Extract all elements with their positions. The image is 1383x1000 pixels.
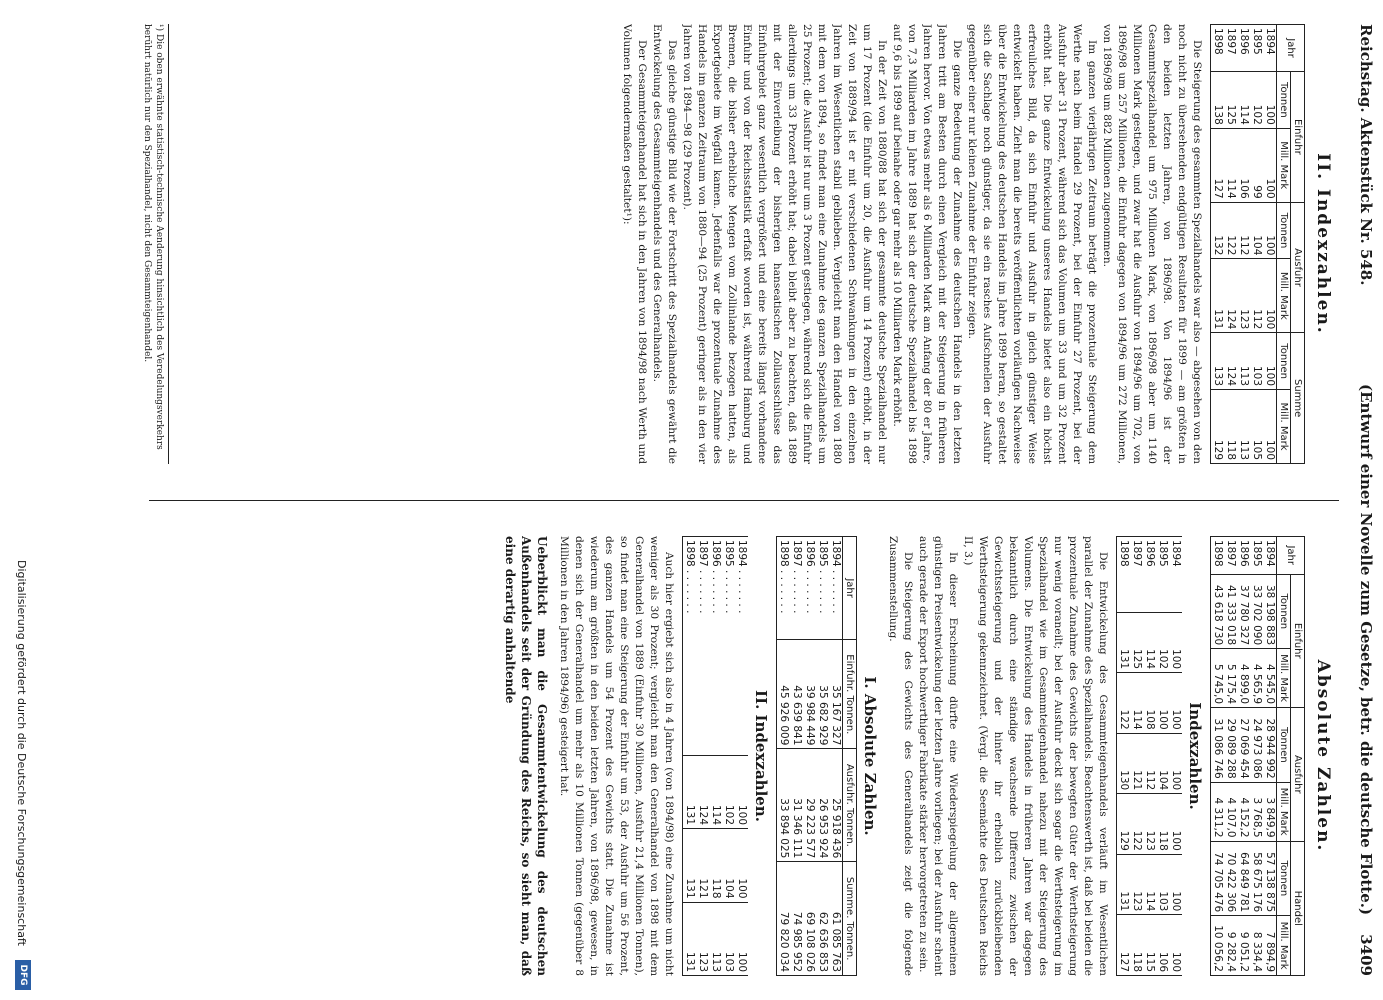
table-cell: 123 — [1237, 259, 1250, 333]
digitization-credit: Digitalisierung gefördert durch die Deutsche Forschungsgemeinschaft — [15, 560, 28, 946]
table-cell: 100 — [1263, 390, 1277, 464]
table-cell: 121 — [696, 829, 709, 902]
table-cell: 100 — [1169, 854, 1182, 915]
table-cell: 131 — [683, 755, 697, 828]
table-cell: 114 — [1143, 612, 1156, 673]
table-cell: 124 — [1224, 333, 1237, 390]
table-cell: 4 311,2 — [1211, 782, 1225, 841]
table-cell: 102 — [1156, 612, 1169, 673]
table-row — [1263, 25, 1277, 464]
table-cell: 105 — [1250, 390, 1263, 464]
table-cell: 1898 . . . . . . . — [777, 537, 791, 640]
table-cell: 45 926 009 — [777, 640, 791, 749]
table-cell: 118 — [709, 829, 722, 902]
summary-text: Ueberblickt man die Gesammtentwickelung des deutschen Außenhandels seit der Gründung des Reichs, so sieht man, daß eine derartig anhaltende — [503, 536, 549, 976]
table-cell: 31 086 746 — [1211, 708, 1225, 783]
table-row — [1224, 537, 1237, 976]
table-cell: 118 — [1156, 794, 1169, 855]
table-cell: 125 — [1130, 612, 1143, 673]
table-cell: 1896 — [1237, 537, 1250, 575]
column-header: Ausfuhr. Tonnen. — [843, 749, 857, 862]
closing-paragraph: Auch hier ergiebt sich also in 4 Jahren (von 1894/98) eine Zunahme um nicht weniger als 30 Prozent; vergleicht man den Generalhandel von 1898 mit dem Generalhandel von 1889 (Einfuhr 30 Millionen, Ausfuhr 21,4 Millionen Tonnen), so findet man eine Steigerung der Einfuhr um 53, der Ausfuhr um 56 Prozent, des ganzen Handels um 54 Prozent des Gewichts statt. Die Zunahme ist wiederum am größten in den beiden letzten Jahren, von 1896/98, gewesen, in denen sich der Generalhandel um mehr als 10 Millionen Tonnen (gegenüber 8 Millionen in den Jahren 1894/96) gesteigert hat. — [558, 536, 675, 976]
table-cell: 1897 . . . . . . . — [696, 537, 709, 756]
year-header: Jahr — [1277, 537, 1305, 575]
general-index-title: II. Indexzahlen. — [752, 690, 770, 822]
table-cell: 102 — [1250, 72, 1263, 129]
table-cell: 125 — [1224, 72, 1237, 129]
table-cell: 1896 — [1237, 25, 1250, 72]
table-cell: 100 — [1263, 128, 1277, 202]
table-cell: 123 — [1130, 854, 1143, 915]
table-cell: 3 849,9 — [1263, 782, 1277, 841]
table-cell: 123 — [696, 902, 709, 976]
table-cell: 118 — [1224, 390, 1237, 464]
table-cell: 113 — [709, 902, 722, 976]
table-cell: 100 — [1169, 612, 1182, 673]
footnote: ¹) Die oben erwähnte statistisch-technische Aenderung hinsichtlich des Veredelungsverkehrs berührt natürlich nur den Spezialhandel, nicht den Gesammteigenhandel. — [141, 24, 169, 464]
table-cell: 4 899,0 — [1237, 649, 1250, 708]
group-header: Handel — [1291, 841, 1305, 975]
table-cell: 29 089 288 — [1224, 708, 1237, 783]
table-cell: 100 — [735, 755, 748, 828]
header-left: Reichstag. Aktenstück Nr. 548. — [1357, 24, 1375, 286]
table-cell: 31 346 111 — [790, 749, 803, 862]
table-cell: 5 175,4 — [1224, 649, 1237, 708]
table-cell: 79 820 034 — [777, 862, 791, 976]
table-cell: 114 — [709, 755, 722, 828]
paragraph: Im ganzen vierjährigen Zeitraum beträgt die prozentuale Steigerung dem Werthe nach beim Handel 29 Prozent, bei der Einfuhr 27 Prozent, bei der Ausfuhr aber 31 Prozent, während sich das Volumen um 33 und um 32 Prozent erhöht hat. Die ganze Entwickelung unseres Handels bietet also ein höchst erfreuliches Bild, da sich Einfuhr und Ausfuhr in gleich günstiger Weise entwickelt haben. Zieht man die bereits veröffentlichten vorläufigen Nachweise über die Entwickelung des deutschen Handels im Jahre 1899 heran, so gestaltet sich die Sachlage noch günstiger, da sie ein rasches Aufschnellen der Ausfuhr gegenüber einer nur kleinen Zunahme der Einfuhr zeigen. — [966, 24, 1098, 464]
sub-header: Tonnen — [1277, 708, 1291, 783]
table-row — [1250, 25, 1263, 464]
table-cell: 29 223 577 — [803, 749, 816, 862]
table-cell: 27 069 454 — [1237, 708, 1250, 783]
group-header: Ausfuhr — [1291, 202, 1305, 333]
table-cell: 100 — [1169, 915, 1182, 976]
sub-header: Tonnen — [1277, 841, 1291, 916]
table-cell: 100 — [1156, 673, 1169, 734]
table-cell: 113 — [1237, 390, 1250, 464]
right-column — [179, 536, 1339, 976]
sub-header: Mill. Mark — [1277, 916, 1291, 976]
table-row — [816, 537, 829, 976]
table-row — [1117, 537, 1131, 976]
page-number: 3409 — [1357, 934, 1375, 976]
table-cell: 9 051,2 — [1237, 916, 1250, 976]
table-cell: 1897 . . . . . . . — [790, 537, 803, 640]
table-cell: 124 — [1224, 259, 1237, 333]
table-row — [1143, 537, 1156, 976]
sub-header: Tonnen — [1277, 202, 1291, 259]
column-header: Summe. Tonnen. — [843, 862, 857, 976]
table-cell: 131 — [683, 829, 697, 902]
table-cell: 43 639 841 — [790, 640, 803, 749]
table-cell: 100 — [1169, 733, 1182, 794]
left-section-title: II. Indexzahlen. — [1313, 153, 1333, 335]
table-cell: 100 — [735, 829, 748, 902]
table-cell: 104 — [1156, 733, 1169, 794]
table-cell: 1894 — [1169, 537, 1182, 613]
table-cell: 1895 . . . . . . . — [722, 537, 735, 756]
page-header — [1353, 24, 1375, 976]
table-row — [777, 537, 791, 976]
column-divider — [149, 500, 1339, 501]
sub-header: Tonnen — [1277, 333, 1291, 390]
table-cell: 114 — [1237, 72, 1250, 129]
table-cell: 114 — [1130, 673, 1143, 734]
table-cell: 127 — [1211, 128, 1225, 202]
table-cell: 25 918 436 — [829, 749, 843, 862]
table-cell: 74 985 952 — [790, 862, 803, 976]
index-title: Indexzahlen. — [1186, 702, 1204, 810]
table-cell: 28 944 992 — [1263, 708, 1277, 783]
paragraph: Der Gesammteigenhandel hat sich in den Jahren von 1894/98 nach Werth und Volumen folgendermaßen gestaltet¹): — [621, 24, 648, 464]
table-cell: 1894 . . . . . . . — [735, 537, 748, 756]
table-row — [1224, 25, 1237, 464]
table-cell: 5 745,0 — [1211, 649, 1225, 708]
paragraph: Die Steigerung des Gewichts des Generalhandels zeigt die folgende Zusammenstellung. — [887, 536, 914, 976]
table-cell: 122 — [1130, 794, 1143, 855]
sub-header: Tonnen — [1277, 72, 1291, 129]
table-cell: 122 — [1117, 673, 1131, 734]
table-cell: 7 894,9 — [1263, 916, 1277, 976]
table-cell: 132 — [1211, 202, 1225, 259]
table-cell: 1898 — [1211, 537, 1225, 575]
table-cell: 106 — [1237, 128, 1250, 202]
right-section-title: Absolute Zahlen. — [1313, 659, 1333, 853]
table-cell: 8 334,4 — [1250, 916, 1263, 976]
dfg-logo: DFG — [15, 960, 31, 990]
table-cell: 9 282,4 — [1224, 916, 1237, 976]
table-cell: 100 — [1263, 72, 1277, 129]
table-cell: 33 702 090 — [1250, 574, 1263, 649]
table-cell: 1897 — [1224, 25, 1237, 72]
table-cell: 1897 — [1224, 537, 1237, 575]
table-cell: 3 768,5 — [1250, 782, 1263, 841]
sub-header: Mill. Mark — [1277, 390, 1291, 464]
paragraph: In dieser Erscheinung dürfte eine Wiederspiegelung der allgemeinen günstigen Preisentwickelung der letzten Jahre vorliegen; bei der Ausfuhr scheint auch gerade der Export hochwerthiger Fabrikate stärker hervorgetreten zu sein. — [917, 536, 959, 976]
table-cell: 100 — [1169, 673, 1182, 734]
column-header: Einfuhr. Tonnen. — [843, 640, 857, 749]
table-row — [803, 537, 816, 976]
table-cell: 133 — [1211, 333, 1225, 390]
group-header: Ausfuhr — [1291, 708, 1305, 842]
table-cell: 35 167 327 — [829, 640, 843, 749]
table-cell: 104 — [1250, 202, 1263, 259]
group-header: Einfuhr — [1291, 574, 1305, 708]
table-row — [1156, 537, 1169, 976]
table-row — [709, 537, 722, 976]
group-header: Summe — [1291, 333, 1305, 464]
table-cell: 131 — [683, 902, 697, 976]
table-cell: 104 — [722, 829, 735, 902]
table-cell: 1896 — [1143, 537, 1156, 613]
table-cell: 100 — [1169, 794, 1182, 855]
table-cell: 1898 — [1117, 537, 1131, 613]
sub-header: Mill. Mark — [1277, 259, 1291, 333]
table-cell: 1894 — [1263, 537, 1277, 575]
paragraph: In der Zeit von 1880/88 hat sich der gesammte deutsche Spezialhandel nur um 17 Prozent (die Einfuhr um 20, die Ausfuhr um 14 Prozent) erhöht, in der Zeit von 1889/94 ist er mit verschiedenen Schwankungen in den einzelnen Jahren im Wesentlichen stabil geblieben. Vergleicht man den Handel von 1880 mit dem von 1894, so findet man eine Zunahme des ganzen Spezialhandels um 25 Prozent; die Ausfuhr ist nur um 3 Prozent gestiegen, während sich die Einfuhr allerdings um 33 Prozent erhöht hat; dabei bleibt aber zu beachten, daß 1889 mit der Einverleibung der bisherigen hanseatischen Zollausschlüsse das Einfuhrgebiet ganz wesentlich vergrößert und eine bereits längst vorhandene Einfuhr und von der Reichsstatistik erfaßt worden ist, während Hamburg und Bremen, die bisher erhebliche Mengen vom Zollinlande bezogen hatten, als Exportgebiete im Wegfall kamen. Jedenfalls war die prozentuale Zunahme des Handels im ganzen Zeitraum von 1880—94 (25 Prozent) geringer als in den vier Jahren von 1894—98 (29 Prozent). — [681, 24, 888, 464]
table-cell: 131 — [1211, 259, 1225, 333]
index-table-special-trade — [1210, 24, 1305, 464]
general-index-table — [682, 536, 748, 976]
table-cell: 70 422 306 — [1224, 841, 1237, 916]
table-cell: 1894 . . . . . . . — [829, 537, 843, 640]
table-cell: 4 152,2 — [1237, 782, 1250, 841]
table-cell: 100 — [1263, 202, 1277, 259]
table-row — [1250, 537, 1263, 976]
table-cell: 129 — [1117, 794, 1131, 855]
table-row — [1130, 537, 1143, 976]
left-column — [179, 24, 1339, 464]
table-cell: 123 — [1143, 794, 1156, 855]
table-cell: 69 108 026 — [803, 862, 816, 976]
table-cell: 1895 . . . . . . . — [816, 537, 829, 640]
table-cell: 103 — [722, 902, 735, 976]
table-cell: 100 — [1263, 259, 1277, 333]
table-cell: 131 — [1117, 854, 1131, 915]
table-cell: 41 333 018 — [1224, 574, 1237, 649]
header-center: (Entwurf einer Novelle zum Gesetze, betr. die deutsche Flotte.) — [1357, 384, 1375, 916]
table-cell: 112 — [1250, 259, 1263, 333]
table-row — [1237, 25, 1250, 464]
table-cell: 131 — [1117, 612, 1131, 673]
table-cell: 1895 — [1250, 537, 1263, 575]
table-cell: 38 198 883 — [1263, 574, 1277, 649]
table-row — [1211, 25, 1225, 464]
table-cell: 74 705 476 — [1211, 841, 1225, 916]
paragraph: Die ganze Bedeutung der Zunahme des deutschen Handels in den letzten Jahren tritt am Besten durch einen Vergleich mit der Steigerung in früheren Jahren hervor. Von etwas mehr als 6 Milliarden Mark am Anfang der 80 er Jahre, von 7,3 Milliarden im Jahre 1889 hat sich der deutsche Spezialhandel bis 1898 auf 9,6 bis 1899 auf beinahe oder gar mehr als 10 Milliarden Mark erhöht. — [891, 24, 963, 464]
table-cell: 1895 — [1250, 25, 1263, 72]
table-cell: 62 636 853 — [816, 862, 829, 976]
table-cell: 4 107,0 — [1224, 782, 1237, 841]
table-cell: 35 682 929 — [816, 640, 829, 749]
table-row — [829, 537, 843, 976]
table-cell: 130 — [1117, 733, 1131, 794]
table-cell: 112 — [1143, 733, 1156, 794]
table-cell: 61 085 763 — [829, 862, 843, 976]
table-cell: 100 — [1263, 333, 1277, 390]
table-cell: 122 — [1224, 202, 1237, 259]
table-cell: 138 — [1211, 72, 1225, 129]
right-paragraphs — [885, 536, 1110, 976]
table-cell: 113 — [1237, 333, 1250, 390]
table-cell: 115 — [1143, 915, 1156, 976]
table-row — [722, 537, 735, 976]
table-cell: 108 — [1143, 673, 1156, 734]
table-cell: 10 056,2 — [1211, 916, 1225, 976]
table-row — [683, 537, 697, 976]
sub-header: Tonnen — [1277, 574, 1291, 649]
table-cell: 112 — [1237, 202, 1250, 259]
group-header: Einfuhr — [1291, 72, 1305, 203]
year-header: Jahr — [843, 537, 857, 640]
index-table — [1116, 536, 1182, 976]
table-cell: 26 953 924 — [816, 749, 829, 862]
table-cell: 100 — [735, 902, 748, 976]
table-cell: 39 984 449 — [803, 640, 816, 749]
table-row — [696, 537, 709, 976]
table-cell: 1896 . . . . . . . — [803, 537, 816, 640]
table-cell: 1897 — [1130, 537, 1143, 613]
absolute-table — [1210, 536, 1305, 976]
table-cell: 33 894 025 — [777, 749, 791, 862]
table-cell: 1895 — [1156, 537, 1169, 613]
table-cell: 43 618 730 — [1211, 574, 1225, 649]
general-title: I. Absolute Zahlen. — [861, 676, 879, 836]
table-row — [1169, 537, 1182, 976]
paragraph: Die Entwickelung des Gesammteigenhandels verläuft im Wesentlichen parallel der Zunahme des Spezialhandels. Beachtenswerth ist, daß bei beiden die prozentuale Zunahme des Gewichts der bewegten Güter der Werthsteigerung nur wenig voraneilt; bei der Ausfuhr deckt sich sogar die Werthsteigerung im Spezialhandel wie im Gesammteigenhandel nahezu mit der Steigerung des Volumens. Die Entwickelung des Handels in früheren Jahren war dagegen bekanntlich durch eine ständige wachsende Differenz zwischen der Gewichtssteigerung und der hinter ihr erheblich zurückbleibenden Werthsteigerung gekennzeichnet. (Vergl. die Seemächte des Deutschen Reichs II, 3.) — [962, 536, 1109, 976]
table-cell: 1898 . . . . . . . — [683, 537, 697, 756]
table-cell: 121 — [1130, 733, 1143, 794]
table-cell: 106 — [1156, 915, 1169, 976]
sub-header: Mill. Mark — [1277, 128, 1291, 202]
table-cell: 57 138 875 — [1263, 841, 1277, 916]
table-cell: 99 — [1250, 128, 1263, 202]
table-cell: 1896 . . . . . . . — [709, 537, 722, 756]
sub-header: Mill. Mark — [1277, 649, 1291, 708]
paragraph: Das gleiche günstige Bild wie der Fortschritt des Spezialhandels gewährt die Entwickelung des Gesammteigenhandels und des Generalhandels. — [651, 24, 678, 464]
table-cell: 103 — [1250, 333, 1263, 390]
year-header: Jahr — [1277, 25, 1305, 72]
table-row — [735, 537, 748, 976]
table-cell: 64 849 781 — [1237, 841, 1250, 916]
table-cell: 102 — [722, 755, 735, 828]
table-row — [1263, 537, 1277, 976]
table-cell: 129 — [1211, 390, 1225, 464]
table-cell: 4 565,9 — [1250, 649, 1263, 708]
table-cell: 24 973 086 — [1250, 708, 1263, 783]
table-cell: 127 — [1117, 915, 1131, 976]
table-cell: 124 — [696, 755, 709, 828]
paragraph: Die Steigerung des gesammten Spezialhandels war also — abgesehen von den noch nicht zu übersehenden endgültigen Resultaten für 1899 — am größten in den beiden letzten Jahren, von 1896/98. Von 1894/96 ist der Gesammtspezialhandel um 975 Millionen Mark, von 1896/98 aber um 1140 Millionen Mark gestiegen, und zwar hat die Ausfuhr von 1894/96 um 702, von 1896/98 um 257 Millionen, die Einfuhr dagegen von 1894/96 um 272 Millionen, von 1896/98 um 882 Millionen zugenommen. — [1101, 24, 1203, 464]
table-cell: 58 675 176 — [1250, 841, 1263, 916]
table-row — [1237, 537, 1250, 976]
table-row — [1211, 537, 1225, 976]
table-row — [790, 537, 803, 976]
table-cell: 37 780 327 — [1237, 574, 1250, 649]
table-cell: 114 — [1224, 128, 1237, 202]
table-cell: 1898 — [1211, 25, 1225, 72]
table-cell: 4 545,0 — [1263, 649, 1277, 708]
sub-header: Mill. Mark — [1277, 782, 1291, 841]
left-paragraphs — [619, 24, 1204, 464]
table-cell: 118 — [1130, 915, 1143, 976]
table-cell: 103 — [1156, 854, 1169, 915]
general-trade-table — [776, 536, 857, 976]
table-cell: 114 — [1143, 854, 1156, 915]
table-cell: 1894 — [1263, 25, 1277, 72]
